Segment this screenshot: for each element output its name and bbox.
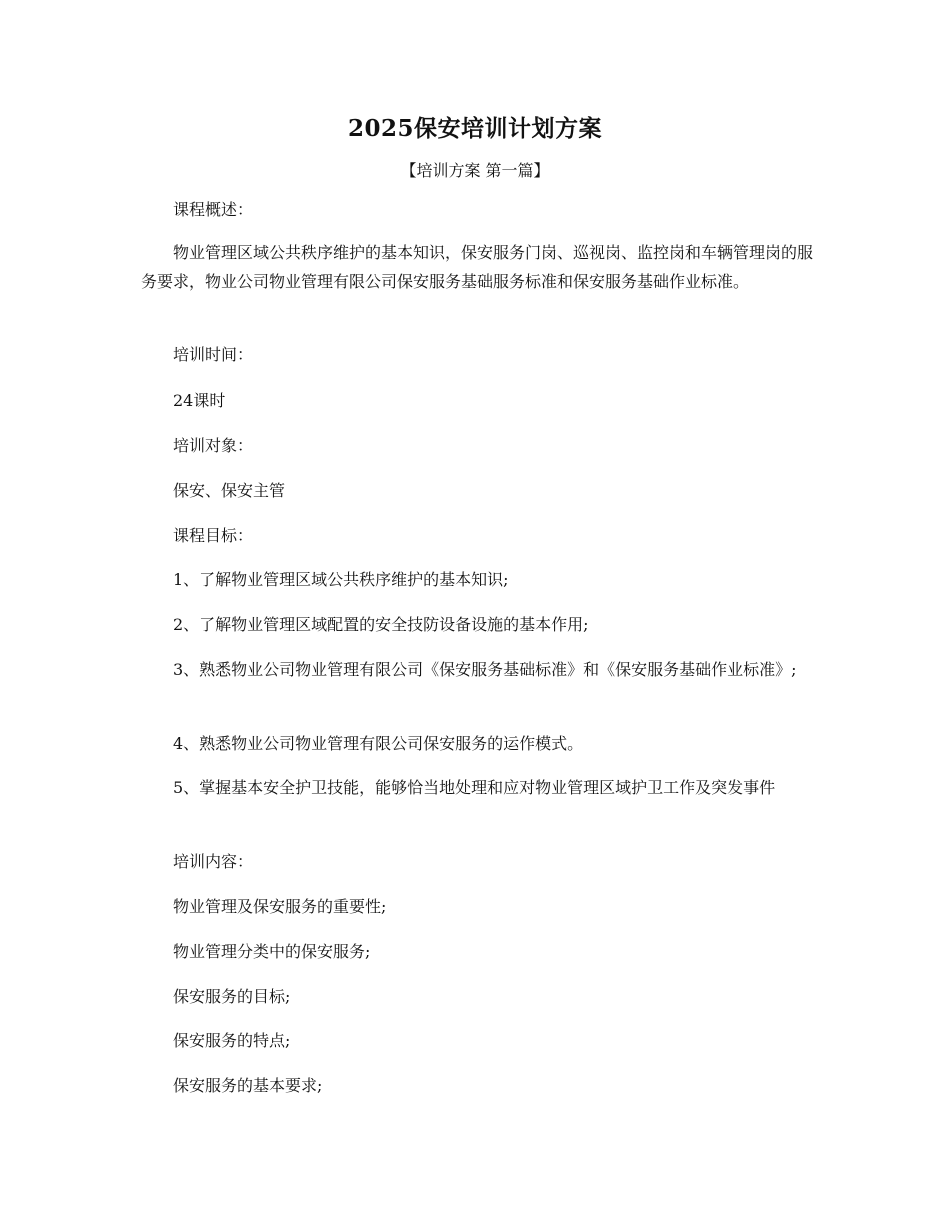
paragraph-course-overview-body: 物业管理区域公共秩序维护的基本知识，保安服务门岗、巡视岗、监控岗和车辆管理岗的服务要求，物业公司物业管理有限公司保安服务基础服务标准和保安服务基础作业标准。: [141, 243, 814, 291]
paragraph-content-item-4: 保安服务的特点;: [173, 1031, 291, 1050]
paragraph-training-audience-heading: 培训对象：: [173, 436, 254, 455]
paragraph-goal-5: 5、掌握基本安全护卫技能，能够恰当地处理和应对物业管理区域护卫工作及突发事件: [173, 778, 776, 797]
paragraph-content-item-2: 物业管理分类中的保安服务;: [173, 942, 371, 961]
paragraph-course-goals-heading: 课程目标：: [173, 526, 254, 545]
paragraph-goal-3: 3、熟悉物业公司物业管理有限公司《保安服务基础标准》和《保安服务基础作业标准》;: [173, 660, 797, 679]
paragraph-goal-1: 1、了解物业管理区域公共秩序维护的基本知识;: [173, 570, 509, 589]
paragraph-goal-4: 4、熟悉物业公司物业管理有限公司保安服务的运作模式。: [173, 734, 584, 753]
paragraph-content-item-5: 保安服务的基本要求;: [173, 1076, 323, 1095]
paragraph-content-item-3: 保安服务的目标;: [173, 987, 291, 1006]
paragraph-training-time-value: 24课时: [173, 391, 226, 410]
paragraph-content-item-1: 物业管理及保安服务的重要性;: [173, 897, 387, 916]
paragraph-training-time-heading: 培训时间：: [173, 345, 254, 364]
paragraph-training-content-heading: 培训内容：: [173, 852, 254, 871]
document-title: 2025保安培训计划方案: [347, 115, 602, 142]
paragraph-course-overview-heading: 课程概述：: [173, 200, 254, 219]
document-subtitle: 【培训方案 第一篇】: [400, 161, 550, 180]
paragraph-goal-2: 2、了解物业管理区域配置的安全技防设备设施的基本作用;: [173, 615, 589, 634]
paragraph-training-audience-value: 保安、保安主管: [173, 481, 286, 500]
